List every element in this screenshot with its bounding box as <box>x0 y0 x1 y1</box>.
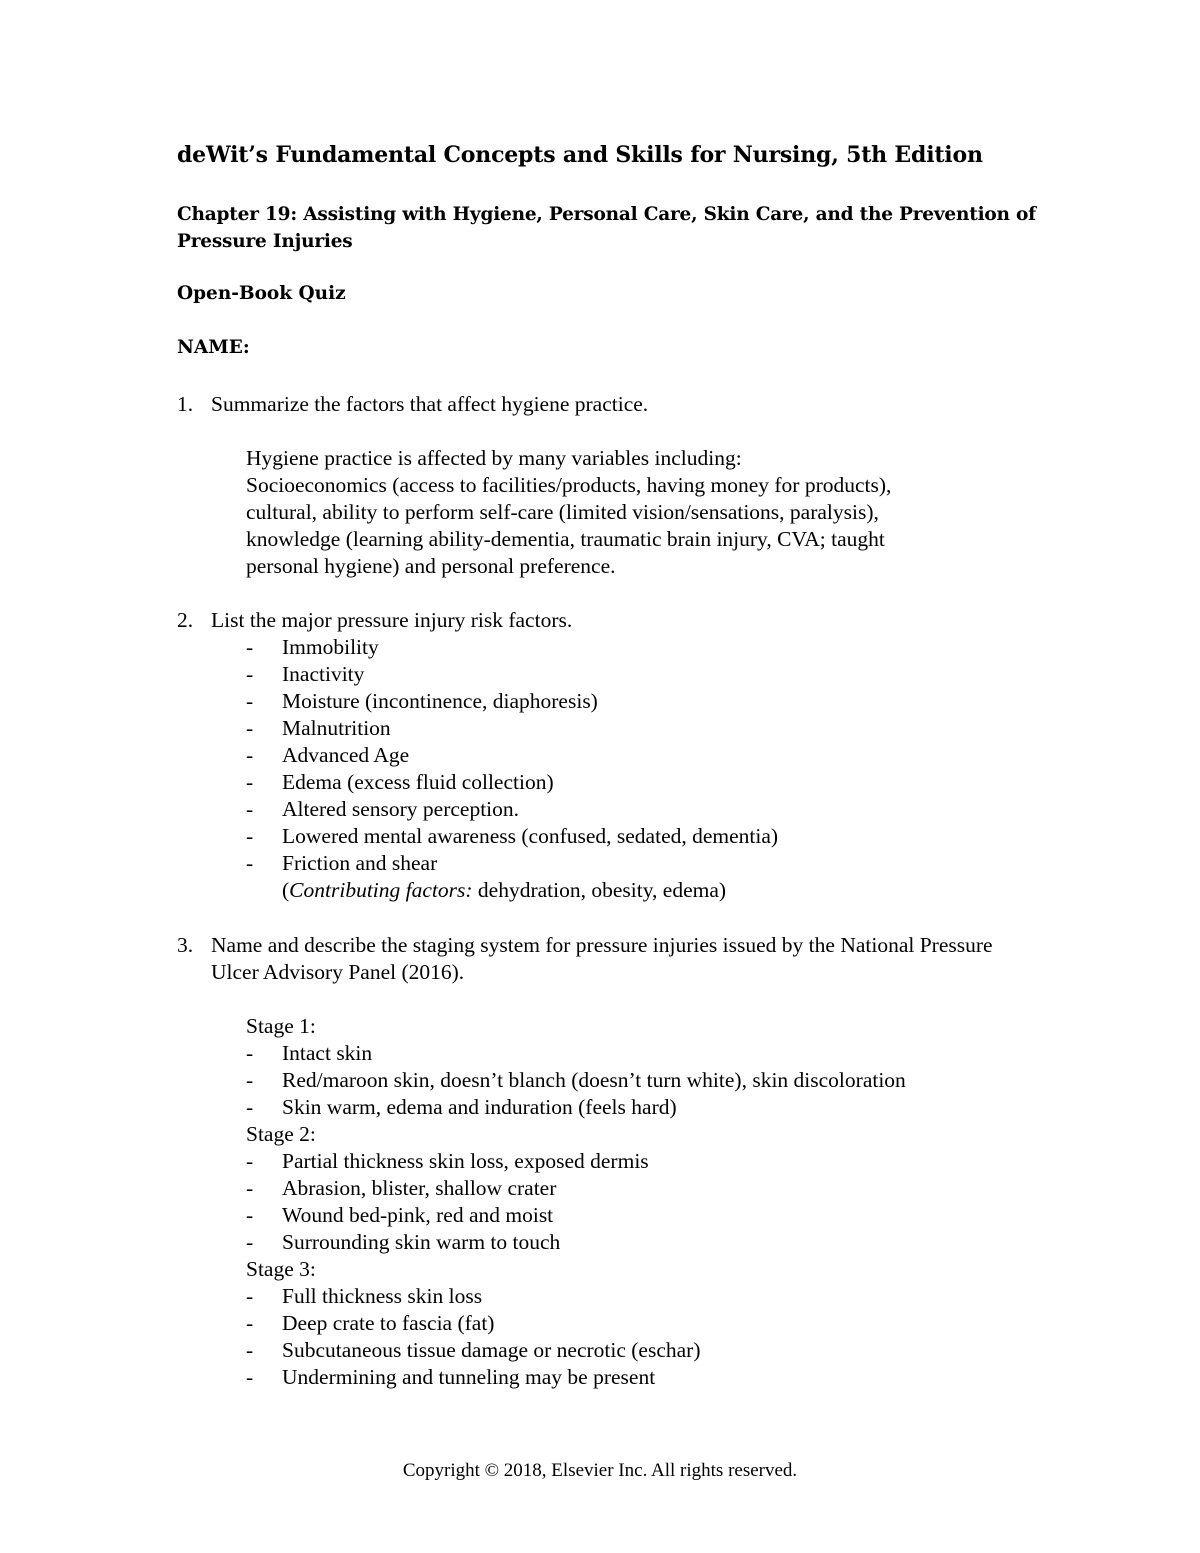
list-item: - Undermining and tunneling may be present <box>246 1365 656 1389</box>
bullet-dash: - <box>246 1176 254 1200</box>
bullet-dash: - <box>246 851 254 875</box>
bullet-dash: - <box>246 770 254 794</box>
answer-line: Hygiene practice is affected by many variables including: <box>246 446 742 470</box>
list-item: - Immobility <box>246 635 379 659</box>
list-item: - Skin warm, edema and induration (feels hard) <box>246 1095 677 1119</box>
list-item: - Moisture (incontinence, diaphoresis) <box>246 689 598 713</box>
stage-2-label: Stage 2: <box>246 1122 316 1146</box>
stage-1-label: Stage 1: <box>246 1014 316 1038</box>
question-number: 1. <box>177 392 194 416</box>
question-number: 2. <box>177 608 194 632</box>
list-item: - Full thickness skin loss <box>246 1284 483 1308</box>
list-item: - Intact skin <box>246 1041 373 1065</box>
bullet-dash: - <box>246 743 254 767</box>
question-text: Summarize the factors that affect hygiene practice. <box>211 392 649 416</box>
bullet-dash: - <box>246 662 254 686</box>
list-item: - Lowered mental awareness (confused, sedated, dementia) <box>246 824 779 848</box>
list-item: - Abrasion, blister, shallow crater <box>246 1176 557 1200</box>
list-item: - Friction and shear <box>246 851 438 875</box>
contributing-factors-label: Contributing factors: <box>289 878 473 902</box>
list-item: - Red/maroon skin, doesn’t blanch (doesn’t turn white), skin discoloration <box>246 1068 906 1092</box>
question-text: List the major pressure injury risk factors. <box>211 608 573 632</box>
list-item: - Wound bed-pink, red and moist <box>246 1203 554 1227</box>
list-item: - Malnutrition <box>246 716 391 740</box>
bullet-dash: - <box>246 1041 254 1065</box>
question-text: Name and describe the staging system for pressure injuries issued by the National Pressure Ulcer Advisory Panel (2016). <box>211 933 993 984</box>
list-item: - Advanced Age <box>246 743 410 767</box>
bullet-dash: - <box>246 1068 254 1092</box>
copyright-footer: Copyright © 2018, Elsevier Inc. All rights reserved. <box>402 1460 798 1481</box>
bullet-dash: - <box>246 797 254 821</box>
bullet-dash: - <box>246 1365 254 1389</box>
contributing-factors-note: (Contributing factors: dehydration, obesity, edema) <box>282 878 727 902</box>
list-item: - Partial thickness skin loss, exposed dermis <box>246 1149 649 1173</box>
bullet-dash: - <box>246 716 254 740</box>
answer-3-stages <box>246 1013 1006 1391</box>
stage-3-label: Stage 3: <box>246 1257 316 1281</box>
bullet-dash: - <box>246 1284 254 1308</box>
answer-line: cultural, ability to perform self-care (limited vision/sensations, paralysis), <box>246 500 879 524</box>
answer-2-list <box>246 634 1006 904</box>
bullet-dash: - <box>246 635 254 659</box>
bullet-dash: - <box>246 1149 254 1173</box>
name-label: NAME: <box>177 337 250 358</box>
document-title: deWit’s Fundamental Concepts and Skills for Nursing, 5th Edition <box>177 142 983 168</box>
answer-1 <box>246 445 1006 580</box>
quiz-label: Open-Book Quiz <box>177 283 346 304</box>
question-number: 3. <box>177 933 194 957</box>
list-item: - Inactivity <box>246 662 365 686</box>
list-item: - Subcutaneous tissue damage or necrotic (eschar) <box>246 1338 701 1362</box>
bullet-dash: - <box>246 1095 254 1119</box>
list-item: - Altered sensory perception. <box>246 797 520 821</box>
list-item: - Deep crate to fascia (fat) <box>246 1311 495 1335</box>
list-item: - Edema (excess fluid collection) <box>246 770 554 794</box>
answer-line: Socioeconomics (access to facilities/products, having money for products), <box>246 473 892 497</box>
bullet-dash: - <box>246 1203 254 1227</box>
answer-line: knowledge (learning ability-dementia, traumatic brain injury, CVA; taught <box>246 527 885 551</box>
bullet-dash: - <box>246 1311 254 1335</box>
chapter-heading: Chapter 19: Assisting with Hygiene, Personal Care, Skin Care, and the Prevention of Pressure Injuries <box>177 204 1036 252</box>
bullet-dash: - <box>246 1230 254 1254</box>
bullet-dash: - <box>246 824 254 848</box>
answer-line: personal hygiene) and personal preference. <box>246 554 616 578</box>
bullet-dash: - <box>246 689 254 713</box>
bullet-dash: - <box>246 1338 254 1362</box>
list-item: - Surrounding skin warm to touch <box>246 1230 561 1254</box>
